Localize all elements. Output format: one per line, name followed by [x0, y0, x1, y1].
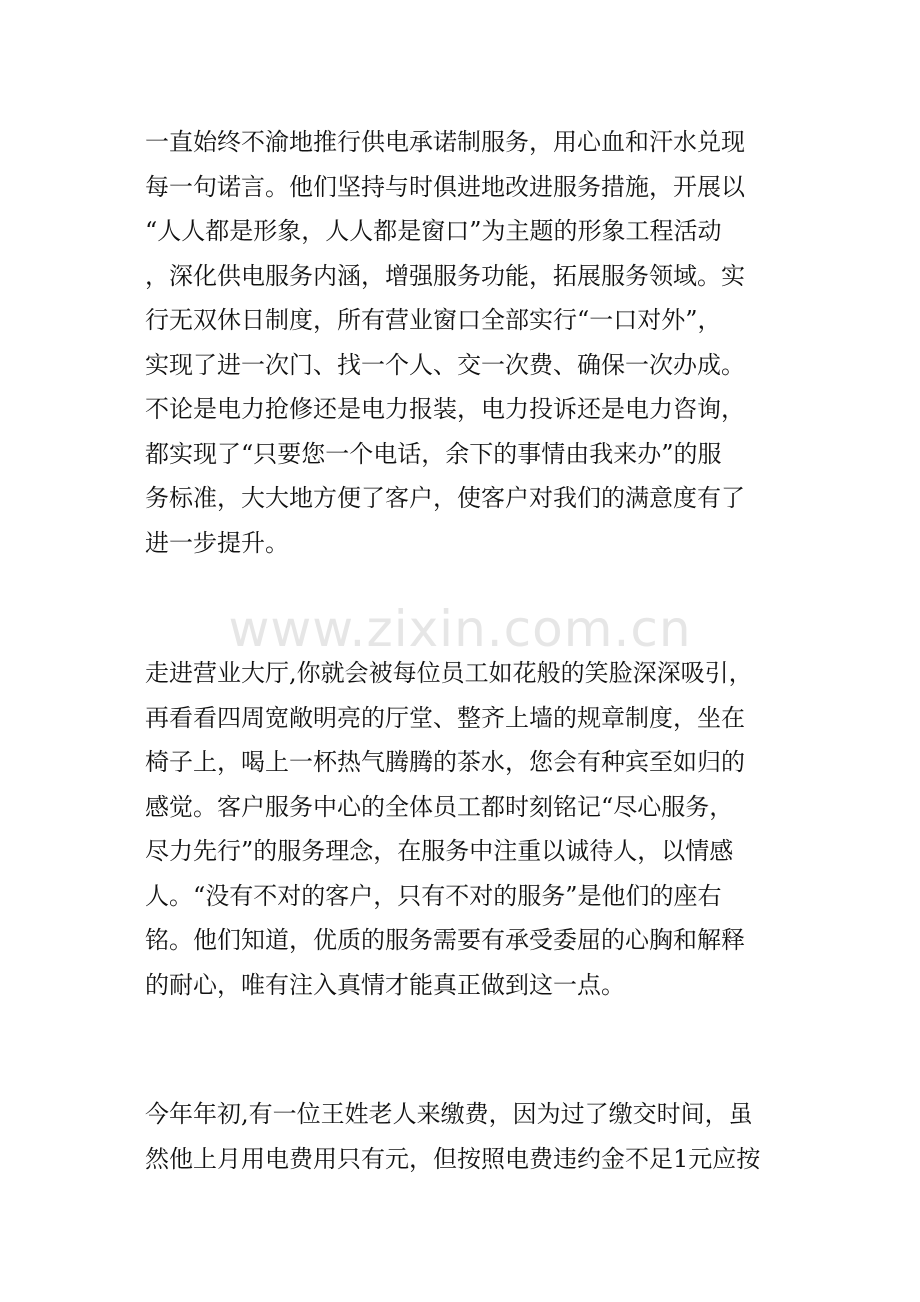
paragraph-1 — [145, 120, 785, 565]
text-line: 一直始终不渝地推行供电承诺制服务，用心血和汗水兑现 — [145, 128, 745, 156]
text-line: 尽力先行”的服务理念，在服务中注重以诚待人，以情感 — [145, 837, 734, 865]
text-line: 行无双休日制度，所有营业窗口全部实行“一口对外”， — [145, 306, 722, 334]
text-line: 铭。他们知道，优质的服务需要有承受委屈的心胸和解释 — [145, 926, 745, 954]
text-line: 今年年初,有一位王姓老人来缴费，因为过了缴交时间，虽 — [145, 1100, 753, 1128]
paragraph-3 — [145, 1092, 785, 1181]
paragraph-2 — [145, 651, 785, 1007]
text-line: 人。“没有不对的客户，只有不对的服务”是他们的座右 — [145, 881, 722, 910]
text-line: 再看看四周宽敞明亮的厅堂、整齐上墙的规章制度，坐在 — [145, 703, 745, 732]
text-line: 感觉。客户服务中心的全体员工都时刻铭记“尽心服务， — [145, 792, 734, 821]
text-line: 都实现了“只要您一个电话，余下的事情由我来办”的服 — [145, 439, 722, 468]
text-line: 每一句诺言。他们坚持与时俱进地改进服务措施，开展以 — [145, 172, 745, 201]
watermark: www.zixin.com.cn — [228, 600, 692, 658]
text-line: 实现了进一次门、找一个人、交一次费、确保一次办成。 — [145, 350, 745, 379]
text-line: “人人都是形象，人人都是窗口”为主题的形象工程活动 — [145, 217, 722, 245]
text-line: 的耐心，唯有注入真情才能真正做到这一点。 — [145, 970, 625, 999]
text-line: 务标准，大大地方便了客户，使客户对我们的满意度有了 — [145, 484, 745, 512]
text-line: 椅子上，喝上一杯热气腾腾的茶水，您会有种宾至如归的 — [145, 748, 745, 776]
text-line: 走进营业大厅,你就会被每位员工如花般的笑脸深深吸引， — [145, 659, 753, 687]
text-line: ，深化供电服务内涵，增强服务功能，拓展服务领域。实 — [145, 261, 745, 290]
text-line: 进一步提升。 — [145, 528, 289, 557]
text-line: 然他上月用电费用只有元，但按照电费违约金不足1元应按 — [145, 1144, 761, 1173]
text-line: 不论是电力抢修还是电力报装，电力投诉还是电力咨询， — [145, 395, 745, 423]
